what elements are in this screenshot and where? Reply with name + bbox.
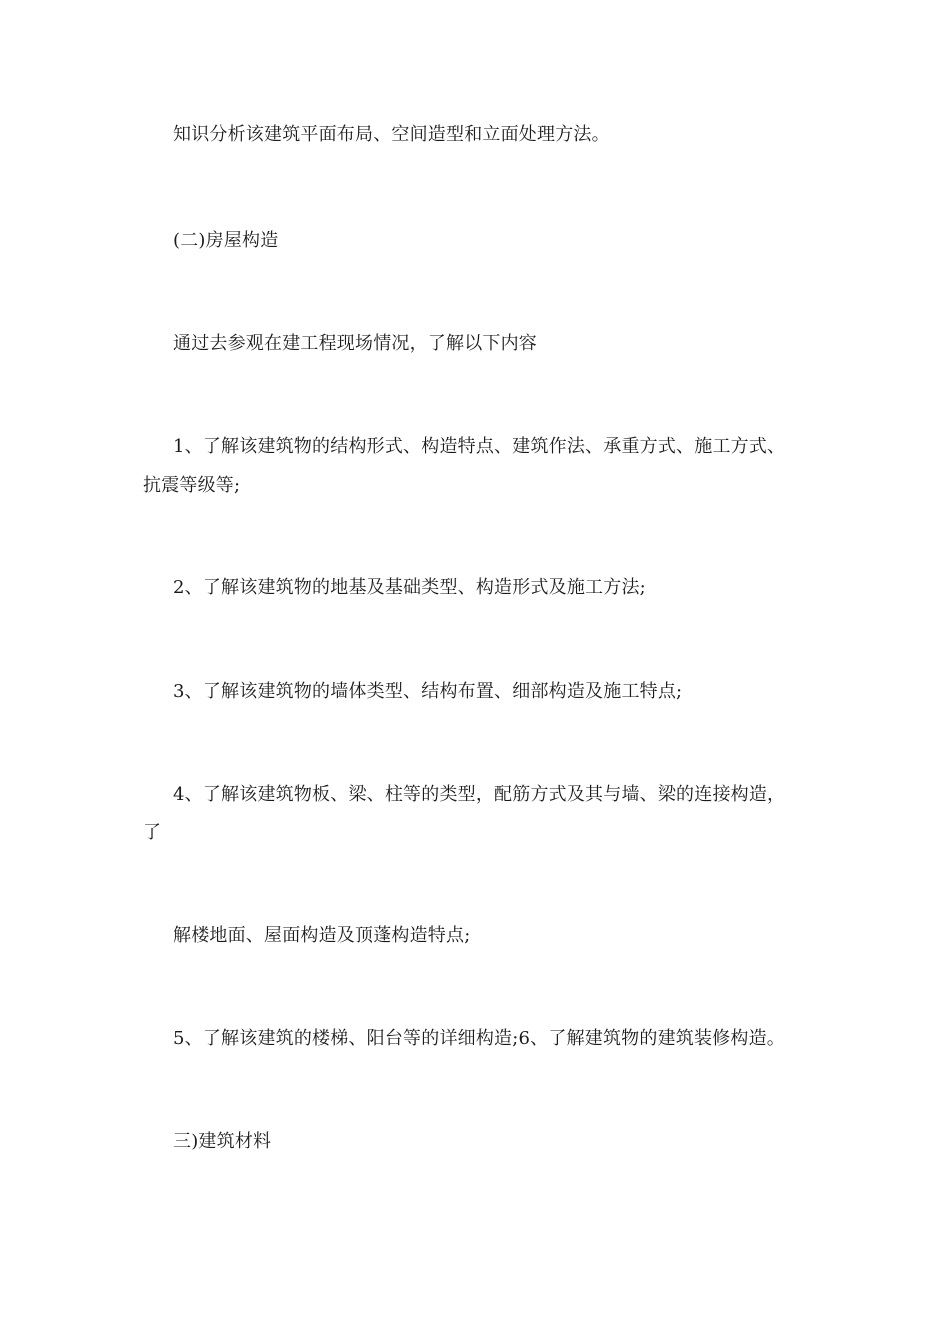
paragraph-line: 通过去参观在建工程现场情况，了解以下内容	[173, 333, 537, 354]
list-item: 5、了解该建筑的楼梯、阳台等的详细构造;6、了解建筑物的建筑装修构造。	[173, 1028, 785, 1049]
list-item: 2、了解该建筑物的地基及基础类型、构造形式及施工方法;	[173, 577, 646, 598]
list-item-continuation: 了	[143, 822, 162, 843]
list-item: 3、了解该建筑物的墙体类型、结构布置、细部构造及施工特点;	[173, 681, 683, 702]
list-item-continuation: 抗震等级等;	[143, 475, 241, 496]
paragraph-line: 解楼地面、屋面构造及顶蓬构造特点;	[173, 925, 471, 946]
paragraph-line: 知识分析该建筑平面布局、空间造型和立面处理方法。	[173, 124, 610, 145]
section-heading: (二)房屋构造	[173, 230, 279, 251]
list-item: 4、了解该建筑物板、梁、柱等的类型，配筋方式及其与墙、梁的连接构造，	[173, 784, 786, 805]
list-item: 1、了解该建筑物的结构形式、构造特点、建筑作法、承重方式、施工方式、	[173, 436, 786, 457]
section-heading: 三)建筑材料	[173, 1131, 272, 1152]
